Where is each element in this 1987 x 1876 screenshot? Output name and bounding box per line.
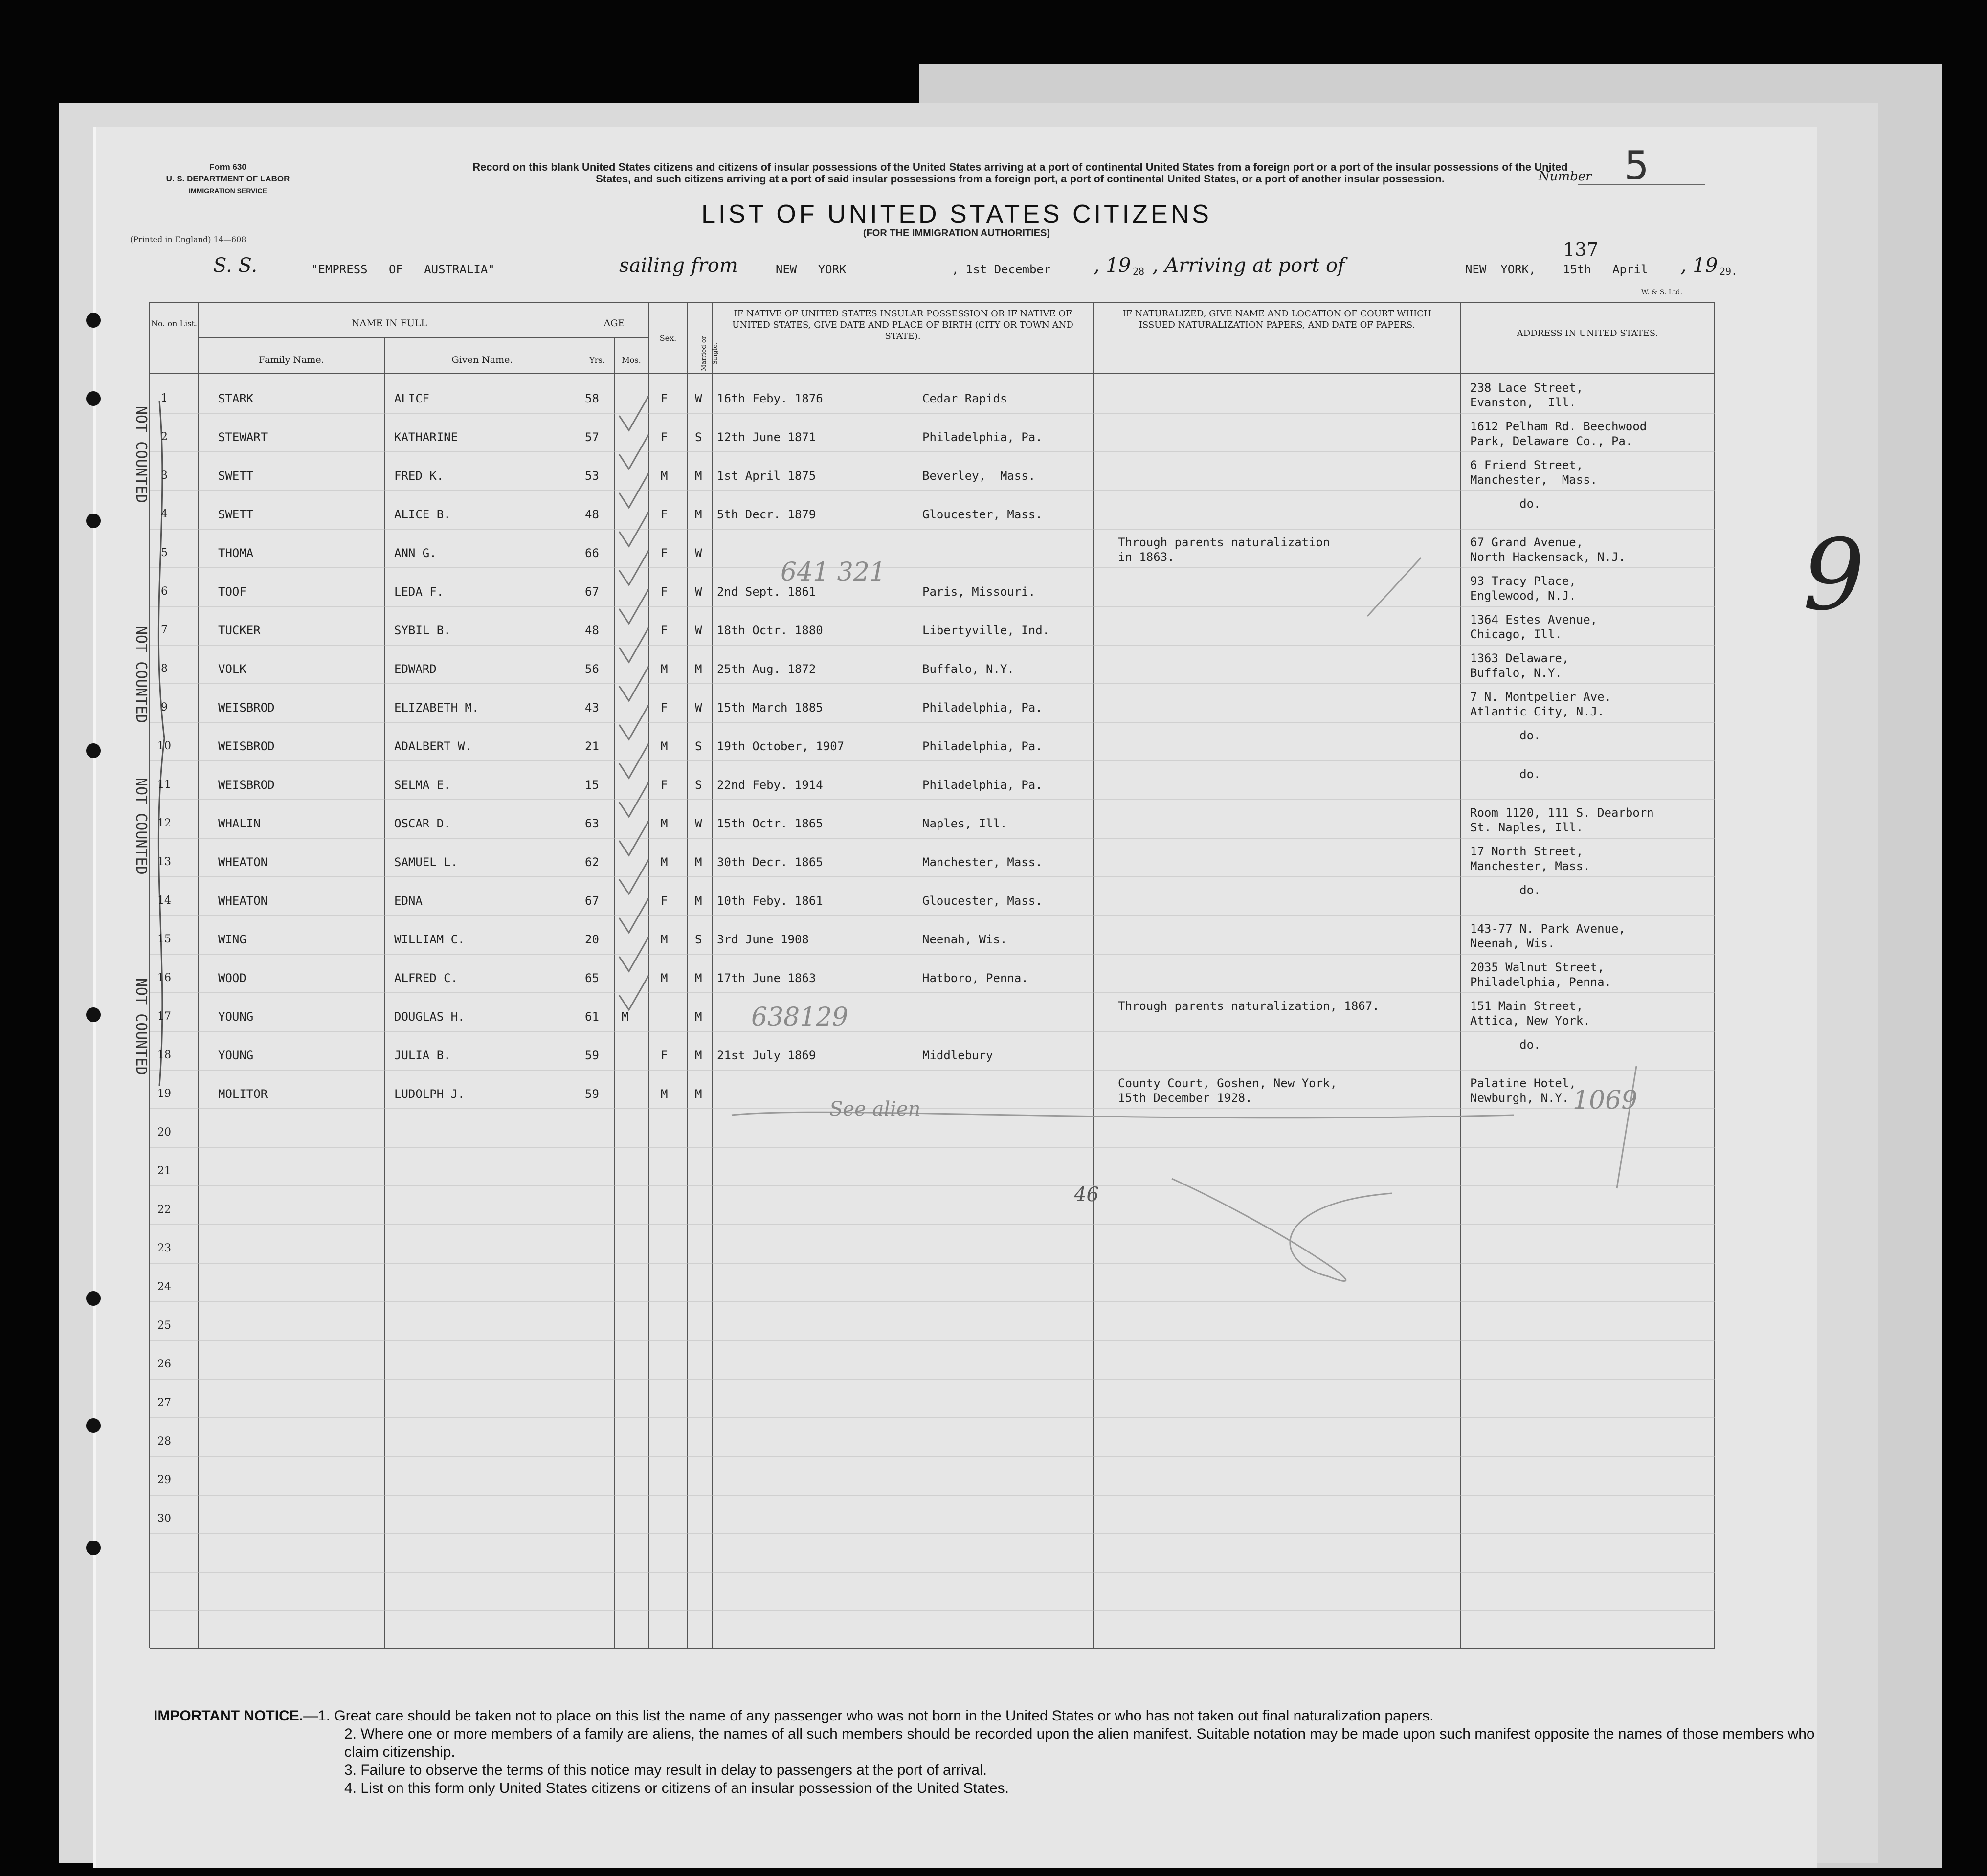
- row-number: 15: [157, 933, 171, 945]
- manifest-page: [93, 127, 1865, 1868]
- birth-place: Philadelphia, Pa.: [922, 701, 1043, 715]
- sex: F: [661, 624, 668, 637]
- service-name: IMMIGRATION SERVICE: [189, 187, 267, 195]
- marital-status: M: [695, 894, 702, 908]
- not-counted-stamp: NOT COUNTED: [133, 406, 150, 503]
- birth-date: 18th Octr. 1880: [717, 624, 823, 637]
- header-naturalized: IF NATURALIZED, GIVE NAME AND LOCATION OF COURT WHICH ISSUED NATURALIZATION PAPERS, AND DATE OF PAPERS.: [1122, 309, 1431, 330]
- age-years: 20: [585, 933, 599, 946]
- birth-date: 5th Decr. 1879: [717, 508, 816, 521]
- age-years: 57: [585, 430, 599, 444]
- row-number: 2: [161, 431, 168, 443]
- given-name: OSCAR D.: [394, 817, 451, 830]
- birth-date: 15th Octr. 1865: [717, 817, 823, 830]
- given-name: SYBIL B.: [394, 624, 451, 637]
- birth-date: 3rd June 1908: [717, 933, 809, 946]
- marital-status: M: [695, 1010, 702, 1024]
- marital-status: W: [695, 585, 702, 599]
- printer-mark: W. & S. Ltd.: [1641, 289, 1683, 296]
- number-value: 5: [1624, 143, 1649, 188]
- sex: M: [661, 469, 668, 483]
- given-name: ALFRED C.: [394, 971, 458, 985]
- header-age: AGE: [603, 318, 625, 329]
- birth-place: Middlebury: [922, 1049, 993, 1062]
- birth-date: 12th June 1871: [717, 430, 816, 444]
- notice-item-3: 3. Failure to observe the terms of this notice may result in delay to passengers at the port of arrival.: [344, 1762, 987, 1778]
- departure-year: 28: [1133, 266, 1145, 277]
- margin-note-9: 9: [1803, 518, 1865, 632]
- row-number: 4: [161, 508, 168, 520]
- family-name: WHEATON: [218, 855, 268, 869]
- row-number: 5: [161, 547, 168, 559]
- sex: F: [661, 778, 668, 792]
- not-counted-stamp: NOT COUNTED: [133, 978, 150, 1075]
- given-name: DOUGLAS H.: [394, 1010, 465, 1024]
- marital-status: S: [695, 430, 702, 444]
- header-mos: Mos.: [622, 356, 641, 365]
- row-number: 1: [161, 392, 168, 404]
- marital-status: M: [695, 855, 702, 869]
- birth-date: 1st April 1875: [717, 469, 816, 483]
- row-number: 26: [157, 1358, 171, 1370]
- given-name: ALICE B.: [394, 508, 451, 521]
- address: 2035 Walnut Street, Philadelphia, Penna.: [1470, 960, 1611, 989]
- family-name: WEISBROD: [218, 778, 275, 792]
- family-name: YOUNG: [218, 1010, 254, 1024]
- row-number: 9: [161, 701, 168, 714]
- given-name: FRED K.: [394, 469, 444, 483]
- family-name: SWETT: [218, 469, 254, 483]
- age-years: 59: [585, 1049, 599, 1062]
- header-given-name: Given Name.: [451, 355, 513, 365]
- given-name: EDNA: [394, 894, 423, 908]
- age-years: 62: [585, 855, 599, 869]
- family-name: WHALIN: [218, 817, 261, 830]
- family-name: STARK: [218, 392, 254, 405]
- family-name: WHEATON: [218, 894, 268, 908]
- birth-place: Libertyville, Ind.: [922, 624, 1050, 637]
- marital-status: W: [695, 546, 702, 560]
- sex: M: [661, 1087, 668, 1101]
- sex: F: [661, 1049, 668, 1062]
- arrival-port: NEW YORK,: [1465, 263, 1536, 276]
- printed-in-england: (Printed in England) 14—608: [130, 235, 246, 244]
- birth-place: Gloucester, Mass.: [922, 894, 1043, 908]
- address: 67 Grand Avenue, North Hackensack, N.J.: [1470, 536, 1626, 564]
- age-years: 53: [585, 469, 599, 483]
- header-native-birth: IF NATIVE OF UNITED STATES INSULAR POSSESSION OR IF NATIVE OF UNITED STATES, GIVE DATE AND PLACE OF BIRTH (CITY OR TOWN AND STATE).: [732, 309, 1073, 341]
- address: do.: [1470, 729, 1541, 742]
- number-label: Number: [1539, 169, 1592, 184]
- row-number: 12: [157, 817, 171, 829]
- sex: M: [661, 855, 668, 869]
- marital-status: W: [695, 701, 702, 715]
- header-family-name: Family Name.: [259, 355, 324, 365]
- family-name: TUCKER: [218, 624, 261, 637]
- notice-item-2: 2. Where one or more members of a family are aliens, the names of all such members should be recorded upon the alien manifest. Suitable notation may be made upon such manifest opposite the names of those members who claim citizenship.: [344, 1726, 1815, 1760]
- marital-status: M: [695, 469, 702, 483]
- marital-status: M: [695, 662, 702, 676]
- age-years: 67: [585, 585, 599, 599]
- birth-place: Hatboro, Penna.: [922, 971, 1028, 985]
- pencil-note-row5: 641 321: [781, 558, 886, 587]
- record-instructions: Record on this blank United States citizens and citizens of insular possessions of the United States arriving at a port of continental United States from a foreign port or a port of the insular possessions of the United States, and such citizens arriving at a port of said insular possessions from a foreign port, a port of continental United States, or a port of another insular possession.: [472, 161, 1568, 185]
- row-number: 20: [157, 1126, 171, 1139]
- family-name: WEISBROD: [218, 739, 275, 753]
- address: 93 Tracy Place, Englewood, N.J.: [1470, 574, 1576, 603]
- sex: F: [661, 546, 668, 560]
- birth-place: Philadelphia, Pa.: [922, 778, 1043, 792]
- age-years: 65: [585, 971, 599, 985]
- given-name: EDWARD: [394, 662, 437, 676]
- sex: F: [661, 701, 668, 715]
- given-name: ADALBERT W.: [394, 739, 472, 753]
- family-name: WING: [218, 933, 246, 946]
- address: 151 Main Street, Attica, New York.: [1470, 999, 1590, 1027]
- birth-date: 16th Feby. 1876: [717, 392, 823, 405]
- birth-date: 2nd Sept. 1861: [717, 585, 816, 599]
- ss-label: S. S.: [213, 254, 258, 277]
- sailing-from-label: sailing from: [619, 254, 738, 277]
- row-number: 19: [157, 1088, 171, 1100]
- row-number: 8: [161, 663, 168, 675]
- birth-date: 10th Feby. 1861: [717, 894, 823, 908]
- header-married-single: Married or Single.: [700, 336, 719, 371]
- marital-status: W: [695, 392, 702, 405]
- given-name: WILLIAM C.: [394, 933, 465, 946]
- family-name: STEWART: [218, 430, 268, 444]
- family-name: VOLK: [218, 662, 246, 676]
- row-number: 13: [157, 856, 171, 868]
- row-number: 28: [157, 1435, 171, 1448]
- year-prefix: , 19: [1094, 254, 1131, 277]
- pencil-note-1069: 1069: [1573, 1086, 1638, 1115]
- arrival-date: 15th April: [1563, 263, 1648, 276]
- birth-date: 30th Decr. 1865: [717, 855, 823, 869]
- notice-label: IMPORTANT NOTICE.: [154, 1708, 304, 1724]
- departure-port: NEW YORK: [776, 263, 847, 276]
- header-address: ADDRESS IN UNITED STATES.: [1517, 328, 1658, 338]
- header-name-in-full: NAME IN FULL: [351, 318, 427, 329]
- family-name: WOOD: [218, 971, 246, 985]
- sex: F: [661, 392, 668, 405]
- given-name: LEDA F.: [394, 585, 444, 599]
- row-number: 25: [157, 1319, 171, 1332]
- form-number: Form 630: [209, 162, 246, 172]
- naturalization: County Court, Goshen, New York, 15th December 1928.: [1118, 1076, 1337, 1105]
- family-name: SWETT: [218, 508, 254, 521]
- arrival-year: 29.: [1719, 266, 1738, 277]
- marital-status: M: [695, 508, 702, 521]
- given-name: JULIA B.: [394, 1049, 451, 1062]
- sex: F: [661, 894, 668, 908]
- address: Room 1120, 111 S. Dearborn St. Naples, Ill.: [1470, 806, 1654, 834]
- age-years: 48: [585, 624, 599, 637]
- age-years: 61: [585, 1010, 599, 1024]
- birth-place: Manchester, Mass.: [922, 855, 1043, 869]
- naturalization: Through parents naturalization in 1863.: [1118, 536, 1330, 564]
- address: 7 N. Montpelier Ave. Atlantic City, N.J.: [1470, 690, 1611, 718]
- birth-place: Philadelphia, Pa.: [922, 430, 1043, 444]
- row-number: 29: [157, 1474, 171, 1486]
- birth-place: Neenah, Wis.: [922, 933, 1007, 946]
- page-subtitle: (FOR THE IMMIGRATION AUTHORITIES): [863, 228, 1050, 239]
- address: 6 Friend Street, Manchester, Mass.: [1470, 458, 1598, 487]
- address: 17 North Street, Manchester, Mass.: [1470, 845, 1590, 873]
- notice-item-1: —1. Great care should be taken not to place on this list the name of any passenger who was not born in the United States or who has not taken out final naturalization papers.: [303, 1708, 1434, 1724]
- birth-place: Philadelphia, Pa.: [922, 739, 1043, 753]
- marital-status: M: [695, 1087, 702, 1101]
- row-number: 10: [157, 740, 171, 752]
- not-counted-stamp: NOT COUNTED: [133, 778, 150, 875]
- marital-status: W: [695, 624, 702, 637]
- given-name: LUDOLPH J.: [394, 1087, 465, 1101]
- page-number: 137: [1563, 239, 1599, 260]
- row-number: 11: [157, 779, 171, 791]
- given-name: ALICE: [394, 392, 430, 405]
- arriving-label: , Arriving at port of: [1152, 254, 1345, 277]
- address: 238 Lace Street, Evanston, Ill.: [1470, 381, 1584, 409]
- ship-name: "EMPRESS OF AUSTRALIA": [311, 263, 495, 276]
- marital-status: M: [695, 1049, 702, 1062]
- age-years: 67: [585, 894, 599, 908]
- sex: M: [661, 933, 668, 946]
- marital-status: W: [695, 817, 702, 830]
- family-name: TOOF: [218, 585, 246, 599]
- row-number: 16: [157, 972, 171, 984]
- sex: M: [661, 739, 668, 753]
- birth-place: Buffalo, N.Y.: [922, 662, 1014, 676]
- birth-date: 21st July 1869: [717, 1049, 816, 1062]
- family-name: MOLITOR: [218, 1087, 268, 1101]
- given-name: ELIZABETH M.: [394, 701, 479, 715]
- family-name: WEISBROD: [218, 701, 275, 715]
- birth-date: 25th Aug. 1872: [717, 662, 816, 676]
- row-number: 21: [157, 1165, 171, 1177]
- row-number: 3: [161, 469, 168, 482]
- age-years: 63: [585, 817, 599, 830]
- pencil-note-row17: 638129: [751, 1003, 848, 1032]
- birth-date: 22nd Feby. 1914: [717, 778, 823, 792]
- family-name: THOMA: [218, 546, 254, 560]
- address: Palatine Hotel, Newburgh, N.Y.: [1470, 1076, 1576, 1105]
- page-title: LIST OF UNITED STATES CITIZENS: [701, 200, 1212, 228]
- birth-place: Naples, Ill.: [922, 817, 1007, 830]
- birth-place: Gloucester, Mass.: [922, 508, 1043, 521]
- age-years: 58: [585, 392, 599, 405]
- marital-status: S: [695, 739, 702, 753]
- birth-date: 17th June 1863: [717, 971, 816, 985]
- sex: M: [661, 971, 668, 985]
- marital-status: M: [695, 971, 702, 985]
- address: do.: [1470, 767, 1541, 781]
- row-number: 6: [161, 585, 168, 598]
- address: 1612 Pelham Rd. Beechwood Park, Delaware Co., Pa.: [1470, 420, 1647, 448]
- age-years: 15: [585, 778, 599, 792]
- birth-date: 15th March 1885: [717, 701, 823, 715]
- row-number: 17: [157, 1010, 171, 1023]
- pencil-note-see-alien: See alien: [829, 1098, 921, 1120]
- address: 1364 Estes Avenue, Chicago, Ill.: [1470, 613, 1598, 641]
- not-counted-stamp: NOT COUNTED: [133, 626, 150, 723]
- given-name: SAMUEL L.: [394, 855, 458, 869]
- pencil-note-46: 46: [1074, 1184, 1099, 1206]
- sex: F: [661, 508, 668, 521]
- row-number: 14: [157, 894, 171, 907]
- row-number: 23: [157, 1242, 171, 1254]
- header-yrs: Yrs.: [589, 356, 605, 365]
- age-years: 59: [585, 1087, 599, 1101]
- sex: M: [661, 662, 668, 676]
- row-number: 7: [161, 624, 168, 636]
- age-months: M: [622, 1010, 629, 1024]
- given-name: KATHARINE: [394, 430, 458, 444]
- row-number: 18: [157, 1049, 171, 1061]
- header-sex: Sex.: [659, 334, 677, 343]
- header-no-on-list: No. on List.: [151, 319, 197, 328]
- age-years: 66: [585, 546, 599, 560]
- naturalization: Through parents naturalization, 1867.: [1118, 999, 1380, 1013]
- sex: M: [661, 817, 668, 830]
- department-name: U. S. DEPARTMENT OF LABOR: [166, 174, 290, 183]
- address: do.: [1470, 1038, 1541, 1051]
- birth-place: Beverley, Mass.: [922, 469, 1036, 483]
- address: 1363 Delaware, Buffalo, N.Y.: [1470, 651, 1569, 680]
- given-name: SELMA E.: [394, 778, 451, 792]
- address: do.: [1470, 883, 1541, 897]
- notice-item-4: 4. List on this form only United States citizens or citizens of an insular possession of the United States.: [344, 1780, 1009, 1796]
- given-name: ANN G.: [394, 546, 437, 560]
- row-number: 24: [157, 1281, 171, 1293]
- age-years: 48: [585, 508, 599, 521]
- row-number: 30: [157, 1513, 171, 1525]
- sex: F: [661, 430, 668, 444]
- important-notice: [154, 1707, 1826, 1797]
- address: do.: [1470, 497, 1541, 511]
- birth-place: Paris, Missouri.: [922, 585, 1036, 599]
- row-number: 27: [157, 1397, 171, 1409]
- arrival-year-prefix: , 19: [1680, 254, 1718, 277]
- age-years: 56: [585, 662, 599, 676]
- birth-place: Cedar Rapids: [922, 392, 1007, 405]
- address: 143-77 N. Park Avenue, Neenah, Wis.: [1470, 922, 1626, 950]
- marital-status: S: [695, 778, 702, 792]
- departure-date: , 1st December: [952, 263, 1051, 276]
- birth-date: 19th October, 1907: [717, 739, 845, 753]
- age-years: 43: [585, 701, 599, 715]
- age-years: 21: [585, 739, 599, 753]
- marital-status: S: [695, 933, 702, 946]
- sex: F: [661, 585, 668, 599]
- family-name: YOUNG: [218, 1049, 254, 1062]
- row-number: 22: [157, 1204, 171, 1216]
